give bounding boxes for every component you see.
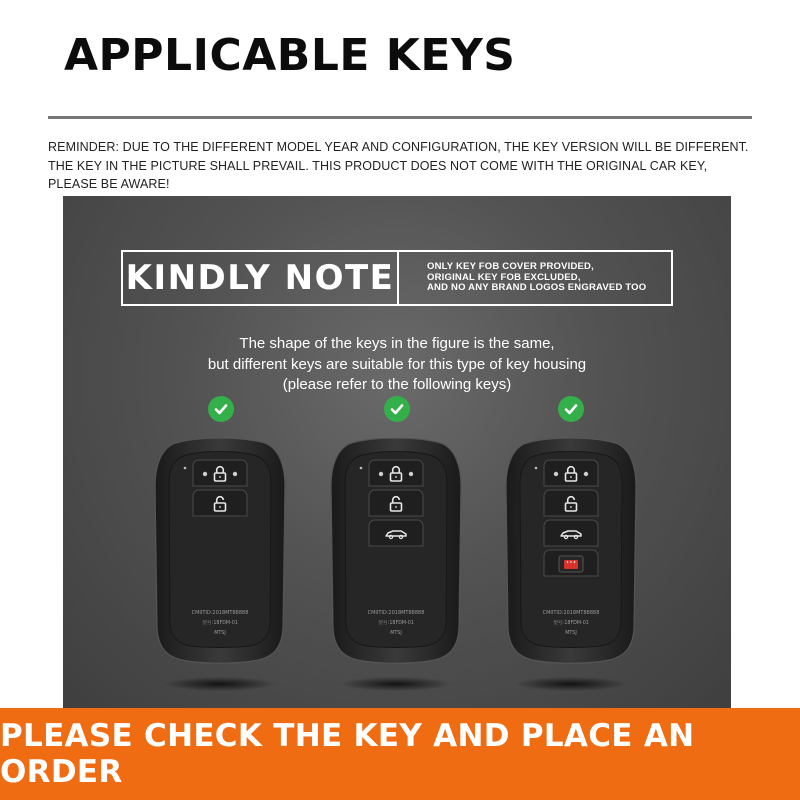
key-button [193,460,247,486]
check-icon [208,396,234,422]
key-button [369,520,423,546]
key-button [544,490,598,516]
key-shadow [341,677,451,691]
description-line: The shape of the keys in the figure is the same, [239,335,555,352]
kindly-note-box [121,250,673,306]
key-shadow [165,677,275,691]
key-button [544,550,598,576]
key-label-line: MTSJ [214,631,226,636]
key-description [63,334,731,396]
key-button [369,490,423,516]
key-label-line: 型号:18FDM-01 [202,621,238,626]
page-title: APPLICABLE KEYS [64,30,516,81]
reminder-line: PLEASE BE AWARE! [48,177,170,191]
key-fob-two-button [153,438,287,664]
key-showcase-panel [63,196,731,708]
note-line: ORIGINAL KEY FOB EXCLUDED, [427,271,581,283]
note-line: AND NO ANY BRAND LOGOS ENGRAVED TOO [427,282,647,293]
kindly-note-lines [399,252,646,304]
order-banner-text: PLEASE CHECK THE KEY AND PLACE AN ORDER [0,718,695,790]
key-label-line: CMIITID:2018MT88888 [191,610,249,616]
key-button [544,520,598,546]
key-fob-four-button [504,438,638,664]
key-label-line: 型号:18FDM-01 [553,621,589,626]
panic-icon [559,556,583,572]
key-label-line: CMIITID:2018MT88888 [542,610,600,616]
kindly-note-title: KINDLY NOTE [123,252,399,304]
reminder-line: THE KEY IN THE PICTURE SHALL PREVAIL. THIS PRODUCT DOES NOT COME WITH THE ORIGINAL CAR KEY, [48,158,708,173]
key-button [193,490,247,516]
key-label-line: MTSJ [565,631,577,636]
key-label-line: MTSJ [390,631,402,636]
key-button [544,460,598,486]
key-shadow [516,677,626,691]
key-label-line: 型号:18FDM-01 [378,621,414,626]
description-line: (please refer to the following keys) [282,376,512,393]
key-fob-three-button [329,438,463,664]
title-divider [48,116,752,119]
key-label-line: CMIITID:2018MT88888 [367,610,425,616]
order-banner [0,708,800,800]
check-icon [558,396,584,422]
note-line: ONLY KEY FOB COVER PROVIDED, [427,261,594,272]
reminder-line: REMINDER: DUE TO THE DIFFERENT MODEL YEAR AND CONFIGURATION, THE KEY VERSION WILL BE DIFFERENT. [48,140,749,154]
reminder-text [48,138,768,194]
key-button [369,460,423,486]
description-line: but different keys are suitable for this type of key housing [207,355,587,373]
check-icon [384,396,410,422]
